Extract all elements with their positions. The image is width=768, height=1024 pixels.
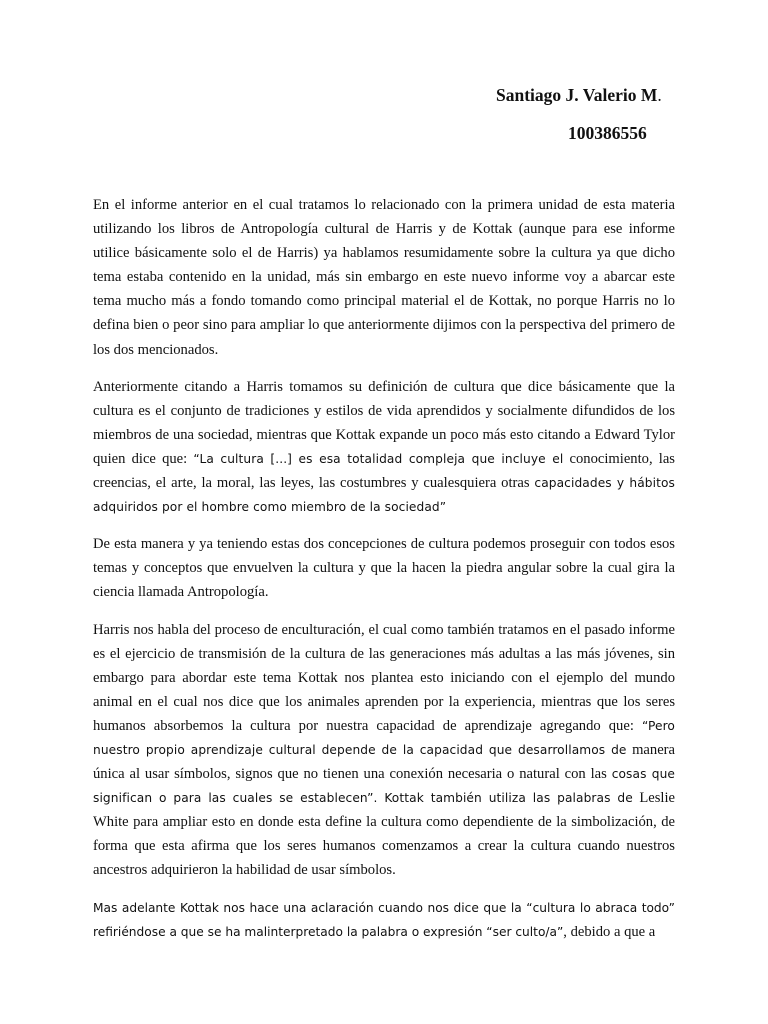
author-name-period: . bbox=[657, 85, 662, 105]
paragraph-5 bbox=[93, 896, 675, 944]
tylor-quote-end: capacidades y hábitos adquiridos por el hombre como miembro de la sociedad” bbox=[93, 476, 675, 515]
kottak-quote-end: cosas que significan o para las cuales se establecen”. Kottak también utiliza las palabras de bbox=[93, 767, 675, 806]
paragraph-5-text: Mas adelante Kottak nos hace una aclaración cuando nos dice que la “cultura lo abraca todo” refiriéndose a que se ha malinterpretado la palabra o expresión “ser culto/a” bbox=[93, 900, 675, 939]
paragraph-3: De esta manera y ya teniendo estas dos concepciones de cultura podemos proseguir con todos esos temas y conceptos que envuelven la cultura y que la hacen la piedra angular sobre la cual gira la ciencia llamada Antropología. bbox=[93, 536, 675, 601]
paragraph-5-tail: , debido a que a bbox=[563, 923, 656, 940]
document-body bbox=[93, 193, 675, 957]
tylor-quote-middle: conocimiento, las creencias, el arte, la moral, las leyes, las costumbres y cualesquiera otras bbox=[93, 450, 675, 492]
author-name bbox=[496, 85, 662, 106]
paragraph-2-intro: Anteriormente citando a Harris tomamos su definición de cultura que dice básicamente que la cultura es el conjunto de tradiciones y estilos de vida aprendidos y socialmente difundidos de los miembros de una sociedad, mientras que Kottak expande un poco más esto citando a Edward Tylor quien dice que: bbox=[93, 378, 675, 467]
kottak-quote-start: “Pero nuestro propio aprendizaje cultural depende de la capacidad que desarrollamos de bbox=[93, 718, 675, 757]
author-name-text: Santiago J. Valerio M bbox=[496, 85, 658, 105]
paragraph-4-rest: Leslie White para ampliar esto en donde esta define la cultura como dependiente de la simbolización, de forma que esta afirma que los seres humanos comenzamos a crear la cultura cuando nuestros ancestros adquirieron la habilidad de usar símbolos. bbox=[93, 790, 675, 879]
tylor-quote-start: “La cultura [...] es esa totalidad compleja que incluye el bbox=[193, 451, 564, 466]
student-id: 100386556 bbox=[568, 123, 647, 143]
paragraph-4-intro: Harris nos habla del proceso de enculturación, el cual como también tratamos en el pasado informe es el ejercicio de transmisión de la cultura de las generaciones más adultas a las más jóvenes, sin embargo para abordar este tema Kottak nos plantea esto iniciando con el ejemplo del mundo animal en el cual nos dice que los animales aprenden por la experiencia, mientras que los seres humanos absorbemos la cultura por nuestra capacidad de aprendizaje agregando que: bbox=[93, 621, 675, 734]
kottak-quote-middle: manera única al usar símbolos, signos que no tienen una conexión necesaria o natural con las bbox=[93, 741, 676, 783]
paragraph-2 bbox=[93, 375, 675, 520]
paragraph-4 bbox=[93, 618, 675, 883]
paragraph-1: En el informe anterior en el cual tratamos lo relacionado con la primera unidad de esta materia utilizando los libros de Antropología cultural de Harris y de Kottak (aunque para ese informe utilice básicamente solo el de Harris) ya hablamos resumidamente sobre la cultura ya que dicho tema estaba contenido en la unidad, más sin embargo en este nuevo informe voy a abarcar este tema mucho más a fondo tomando como principal material el de Kottak, no porque Harris no lo defina bien o peor sino para ampliar lo que anteriormente dijimos con la perspectiva del primero de los dos mencionados. bbox=[93, 197, 675, 358]
